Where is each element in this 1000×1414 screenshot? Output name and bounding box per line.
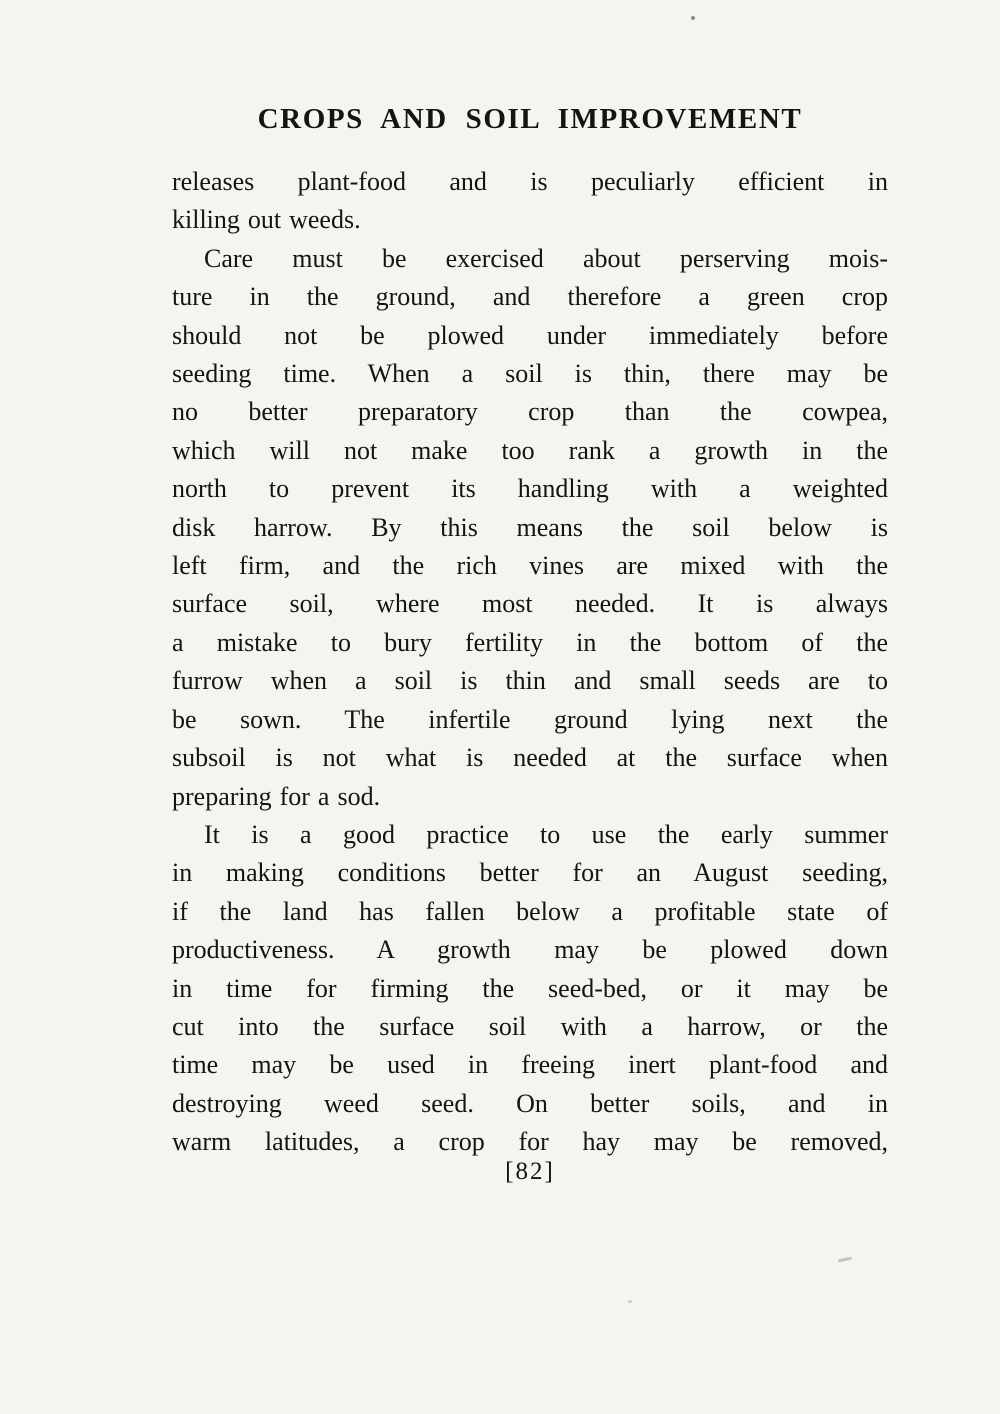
text-line: if the land has fallen below a profitable state of bbox=[172, 896, 888, 926]
page-header-title: CROPS AND SOIL IMPROVEMENT bbox=[257, 103, 803, 135]
text-line: north to prevent its handling with a weighted bbox=[172, 474, 888, 504]
text-line: preparing for a sod. bbox=[172, 781, 381, 811]
text-line: Care must be exercised about perserving mois- bbox=[204, 243, 888, 273]
scan-speck bbox=[691, 16, 695, 20]
text-line: cut into the surface soil with a harrow, or the bbox=[172, 1011, 888, 1041]
text-line: seeding time. When a soil is thin, there may be bbox=[172, 359, 888, 389]
page-number: [82] bbox=[505, 1158, 555, 1185]
text-line: left firm, and the rich vines are mixed with the bbox=[172, 551, 888, 581]
text-line: no better preparatory crop than the cowpea, bbox=[172, 397, 888, 427]
text-line: It is a good practice to use the early summer bbox=[204, 819, 888, 849]
text-line: should not be plowed under immediately before bbox=[172, 320, 888, 350]
text-line: subsoil is not what is needed at the surface when bbox=[172, 743, 888, 773]
paragraph bbox=[172, 816, 888, 1162]
text-line: releases plant-food and is peculiarly efficient in bbox=[172, 167, 888, 196]
text-line: killing out weeds. bbox=[172, 205, 361, 235]
text-line: productiveness. A growth may be plowed down bbox=[172, 935, 888, 965]
scan-speck bbox=[628, 1300, 632, 1303]
text-line: ture in the ground, and therefore a green crop bbox=[172, 282, 888, 312]
text-line: in time for firming the seed-bed, or it may be bbox=[172, 973, 888, 1003]
paragraph bbox=[172, 240, 888, 816]
text-line: in making conditions better for an August seeding, bbox=[172, 858, 888, 888]
text-block bbox=[172, 163, 888, 1162]
text-line: warm latitudes, a crop for hay may be removed, bbox=[172, 1127, 888, 1157]
text-line: be sown. The infertile ground lying next the bbox=[172, 704, 888, 734]
text-line: surface soil, where most needed. It is always bbox=[172, 589, 888, 619]
scan-speck bbox=[838, 1257, 852, 1263]
text-line: which will not make too rank a growth in the bbox=[172, 435, 888, 465]
paragraph bbox=[172, 163, 888, 240]
text-line: time may be used in freeing inert plant-food and bbox=[172, 1050, 888, 1080]
text-line: destroying weed seed. On better soils, and in bbox=[172, 1088, 888, 1118]
text-line: disk harrow. By this means the soil below is bbox=[172, 512, 888, 542]
text-line: a mistake to bury fertility in the bottom of the bbox=[172, 627, 888, 657]
text-line: furrow when a soil is thin and small seeds are to bbox=[172, 666, 888, 696]
